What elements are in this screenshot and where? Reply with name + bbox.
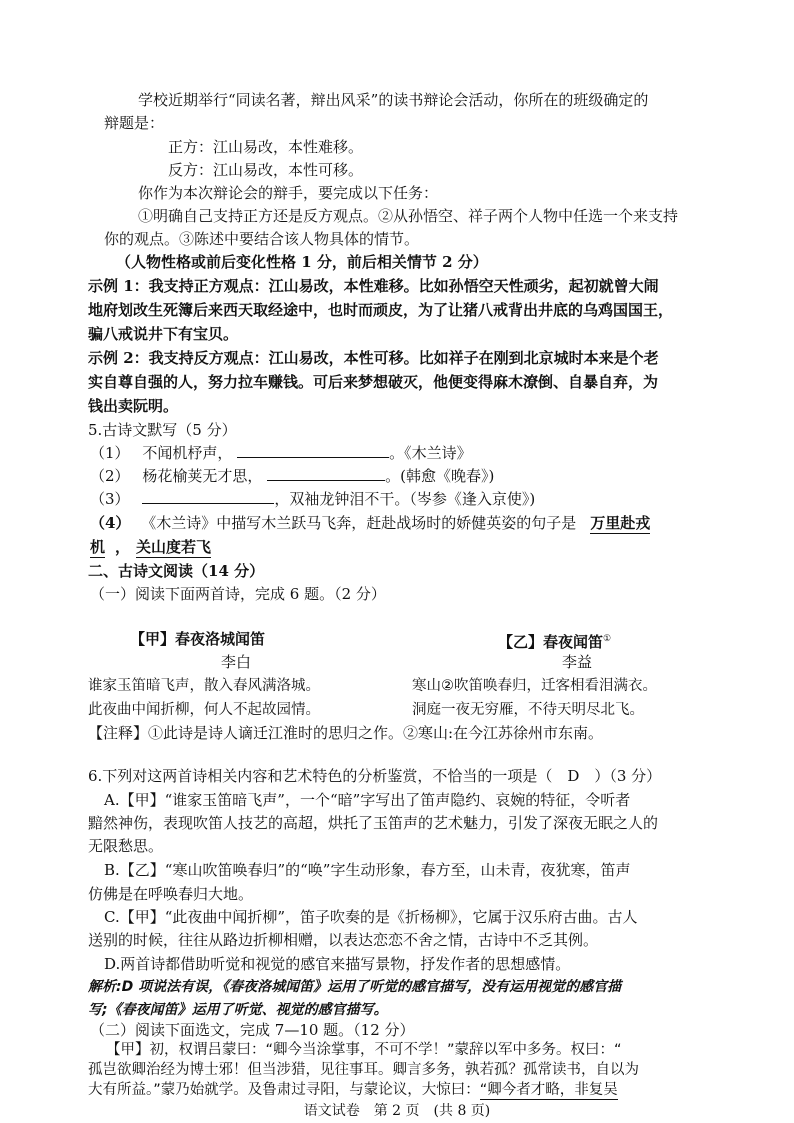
poem-a-author: 李白: [221, 653, 252, 671]
q5-item3-text: ，双袖龙钟泪不干。（岑参《逢入京使》): [274, 490, 536, 508]
poem-b-line2: 洞庭一夜无穷雁，不待天明尽北飞。: [412, 702, 644, 718]
q6-option-a-2: 黯然神伤，表现吹笛人技艺的高超，烘托了玉笛声的艺术魅力，引发了深夜无眠之人的: [88, 814, 659, 832]
q5-item3-num: （3）: [90, 490, 130, 508]
part2-title: （二）阅读下面选文，完成 7—10 题。（12 分）: [90, 1021, 415, 1039]
q5-item1-num: （1）: [90, 444, 130, 462]
example1-line2: 地府划改生死簿后来西天取经途中，也时而顽皮，为了让猪八戒背出井底的乌鸡国国王，: [88, 301, 674, 319]
q5-item4: [90, 513, 650, 533]
poem-a-line1: 谁家玉笛暗飞声，散入春风满洛城。: [88, 678, 320, 694]
poem-b-author: 李益: [562, 653, 593, 671]
debate-pro: 正方：江山易改，本性难移。: [168, 138, 364, 156]
example1-line1: 示例 1：我支持正方观点：江山易改，本性难移。比如孙悟空天性顽劣，起初就曾大闹: [88, 277, 659, 295]
q6-option-c-1: C.【甲】“此夜曲中闻折柳”，笛子吹奏的是《折杨柳》，它属于汉乐府古曲。古人: [104, 908, 638, 926]
part2-line3: [88, 1080, 618, 1100]
q5-item4-cont: [90, 537, 211, 557]
poem-note: 【注释】①此诗是诗人谪迁江淮时的思归之作。②寒山:在今江苏徐州市东南。: [88, 724, 604, 742]
debate-task-2: 你的观点。③陈述中要结合该人物具体的情节。: [104, 230, 420, 248]
q5-item2-source: 。(韩愈《晚春》): [385, 467, 495, 485]
debate-intro-2: 辩题是：: [104, 114, 165, 132]
debate-task-1: ①明确自己支持正方还是反方观点。②从孙悟空、祥子两个人物中任选一个来支持: [138, 207, 679, 225]
part2-line3-underlined: “卿今者才略，非复吴: [479, 1082, 618, 1098]
part2-line1: 【甲】初，权谓吕蒙曰：“卿今当涂掌事，不可不学！”蒙辞以军中多务。权曰：“: [106, 1042, 622, 1058]
debate-con: 反方：江山易改，本性可移。: [168, 161, 364, 179]
q5-item3: [90, 489, 535, 509]
poem-b-title: 【乙】春夜闻笛: [498, 633, 604, 651]
q5-item4-num: （4）: [90, 514, 131, 532]
q5-item1: [90, 443, 472, 463]
q5-item4-answer1b: 机: [90, 538, 106, 556]
poem-b-line1: 寒山②吹笛唤春归，迁客相看泪满衣。: [412, 678, 657, 694]
debate-scoring: （人物性格或前后变化性格 1 分，前后相关情节 2 分）: [116, 253, 488, 271]
q5-item4-text: 《木兰诗》中描写木兰跃马飞奔，赶赴战场时的娇健英姿的句子是: [141, 514, 577, 532]
q6-option-a-3: 无限愁思。: [88, 837, 164, 855]
example1-line3: 骗八戒说井下有宝贝。: [88, 325, 239, 343]
q5-item1-blank[interactable]: [237, 443, 389, 458]
debate-task-intro: 你作为本次辩论会的辩手，要完成以下任务：: [138, 184, 439, 202]
q5-item2-text: 杨花榆荚无才思，: [142, 467, 263, 485]
example2-line2: 实自尊自强的人，努力拉车赚钱。可后来梦想破灭，他便变得麻木潦倒、自暴自弃，为: [88, 373, 659, 391]
example2-line3: 钱出卖阮明。: [88, 397, 179, 415]
part2-line2: 孤岂欲卿治经为博士邪！但当涉猎，见往事耳。卿言多务，孰若孤？孤常读书，自以为: [88, 1062, 639, 1078]
q5-title: 5.古诗文默写（5 分）: [88, 421, 237, 439]
q6-option-b-1: B.【乙】“寒山吹笛唤春归”的“唤”字生动形象，春方至，山未青，夜犹寒，笛声: [104, 861, 631, 879]
q6-option-a-1: A.【甲】“谁家玉笛暗飞声”，一个“暗”字写出了笛声隐约、哀婉的特征，令听者: [104, 791, 631, 809]
q5-item4-answer1a: 万里赴戎: [590, 514, 651, 532]
q5-item1-text: 不闻机杼声，: [142, 444, 233, 462]
q6-stem: 6.下列对这两首诗相关内容和艺术特色的分析鉴赏，不恰当的一项是（ D ）（3 分）: [88, 767, 662, 785]
q5-item4-answer2: 关山度若飞: [136, 538, 212, 556]
q5-item4-sep: ，: [115, 538, 131, 556]
debate-intro-1: 学校近期举行“同读名著，辩出风采”的读书辩论会活动，你所在的班级确定的: [138, 91, 649, 109]
section2-title: 二、古诗文阅读（14 分）: [88, 562, 265, 580]
page-footer: 语文试卷 第 2 页 (共 8 页): [303, 1103, 491, 1119]
poem-b-title-wrap: [498, 629, 611, 652]
q5-item1-source: 。《木兰诗》: [389, 444, 472, 462]
q6-analysis-1: 解析:D 项说法有误，《春夜洛城闻笛》运用了听觉的感官描写，没有运用视觉的感官描: [88, 979, 622, 995]
q6-option-b-2: 仿佛是在呼唤春归大地。: [88, 885, 254, 903]
q6-analysis-2: 写;《春夜闻笛》运用了听觉、视觉的感官描写。: [88, 1002, 388, 1018]
section2-part1: （一）阅读下面两首诗，完成 6 题。（2 分）: [90, 585, 386, 603]
part2-line3-text: 大有所益。”蒙乃始就学。及鲁肃过寻阳，与蒙论议，大惊曰：: [88, 1082, 480, 1098]
q6-option-d-1: D.两首诗都借助听觉和视觉的感官来描写景物，抒发作者的思想感情。: [104, 955, 571, 973]
poem-b-note-marker: ①: [603, 634, 612, 644]
q5-item2: [90, 466, 494, 486]
poem-a-line2: 此夜曲中闻折柳，何人不起故园情。: [88, 702, 320, 718]
example2-line1: 示例 2：我支持反方观点：江山易改，本性可移。比如祥子在刚到北京城时本来是个老: [88, 349, 659, 367]
q5-item2-blank[interactable]: [267, 466, 385, 481]
q6-option-c-2: 送别的时候，往往从路边折柳相赠，以表达恋恋不舍之情，古诗中不乏其例。: [88, 931, 599, 949]
q5-item2-num: （2）: [90, 467, 130, 485]
poem-a-title: 【甲】春夜洛城闻笛: [130, 630, 266, 648]
q5-item3-blank[interactable]: [142, 489, 274, 504]
